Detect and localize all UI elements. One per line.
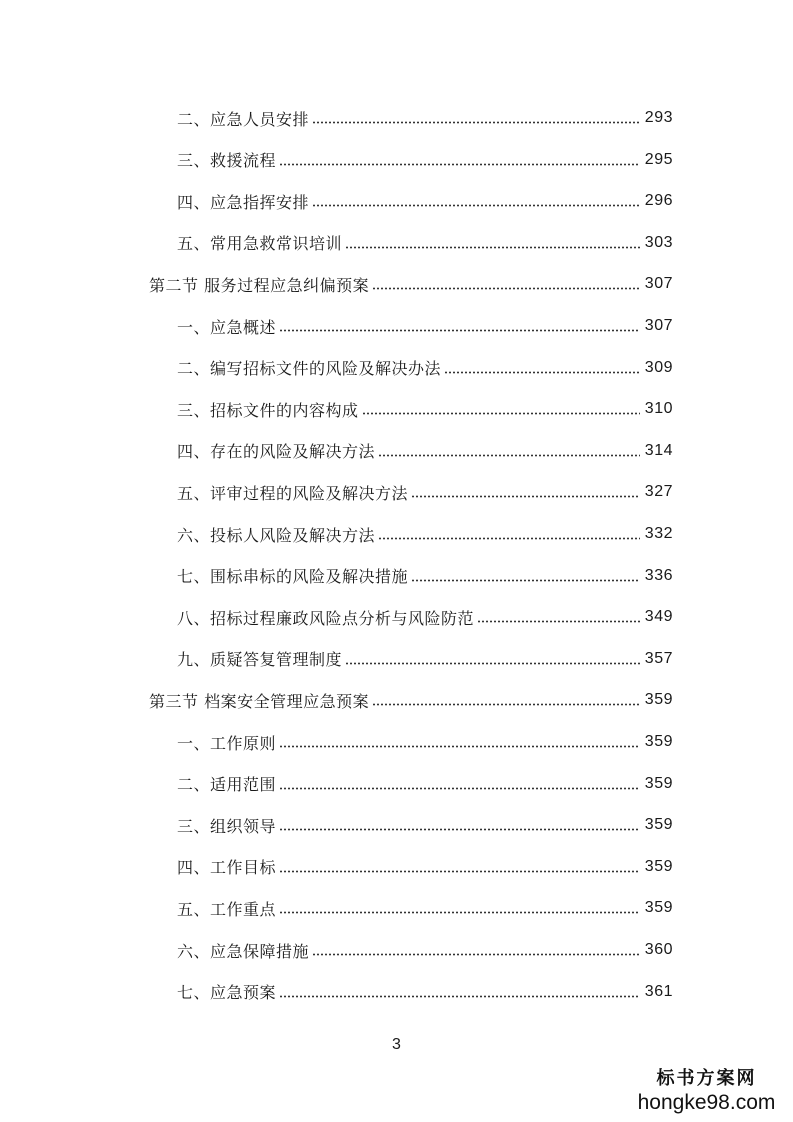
watermark-url: hongke98.com <box>637 1091 776 1114</box>
toc-entry[interactable] <box>149 686 673 714</box>
toc-entry-title: 七、应急预案 <box>177 983 277 1003</box>
watermark-title: 标书方案网 <box>656 1068 757 1089</box>
toc-entry-title: 四、存在的风险及解决方法 <box>177 442 376 462</box>
toc-entry-title: 二、应急人员安排 <box>177 109 310 129</box>
toc-entry[interactable] <box>177 437 673 465</box>
toc-entry-page: 336 <box>644 566 673 584</box>
toc-entry-page: 359 <box>644 691 673 709</box>
toc-entry-page: 295 <box>644 150 673 168</box>
toc-entry-title: 四、工作目标 <box>177 858 277 878</box>
toc-entry-page: 296 <box>644 192 673 210</box>
toc-entry-title: 一、应急概述 <box>177 317 277 337</box>
toc-entry-title: 八、招标过程廉政风险点分析与风险防范 <box>177 608 475 628</box>
toc-entry[interactable] <box>177 229 673 257</box>
toc-dot-leader <box>279 787 640 790</box>
toc-entry[interactable] <box>177 478 673 506</box>
toc-entry-page: 332 <box>644 525 673 542</box>
toc-entry[interactable] <box>177 603 673 631</box>
toc-entry[interactable] <box>177 312 673 340</box>
toc-dot-leader <box>279 828 640 831</box>
toc-entry[interactable] <box>177 811 673 839</box>
toc-dot-leader <box>279 329 640 332</box>
toc-entry[interactable] <box>149 270 673 298</box>
toc-entry-page: 314 <box>644 441 673 459</box>
toc-entry[interactable] <box>177 395 673 423</box>
toc-entry[interactable] <box>177 562 673 590</box>
toc-entry-title: 三、救援流程 <box>177 151 277 171</box>
toc-dot-leader <box>345 662 640 665</box>
toc-entry-title: 三、招标文件的内容构成 <box>177 400 359 420</box>
toc-entry-title: 五、评审过程的风险及解决方法 <box>177 483 409 503</box>
toc-entry-title: 九、质疑答复管理制度 <box>177 650 343 670</box>
toc-dot-leader <box>372 703 640 706</box>
toc-dot-leader <box>378 454 640 457</box>
toc-entry-title: 三、组织领导 <box>177 816 277 836</box>
toc-entry-title: 五、常用急救常识培训 <box>177 234 343 254</box>
toc-entry[interactable] <box>177 104 673 132</box>
toc-entry[interactable] <box>177 187 673 215</box>
toc-dot-leader <box>362 412 640 415</box>
toc-entry-page: 359 <box>644 857 673 875</box>
toc-entry-page: 307 <box>644 275 673 293</box>
toc-entry-page: 360 <box>644 941 673 958</box>
toc-entry-title: 六、投标人风险及解决方法 <box>177 525 376 545</box>
toc-entry-title: 二、适用范围 <box>177 775 277 795</box>
toc-entry-page: 357 <box>644 649 673 667</box>
toc-entry[interactable] <box>177 853 673 881</box>
toc-dot-leader <box>372 287 640 290</box>
toc-dot-leader <box>411 495 640 498</box>
toc-dot-leader <box>279 745 640 748</box>
toc-entry-title: 七、围标串标的风险及解决措施 <box>177 567 409 587</box>
toc-dot-leader <box>279 870 640 873</box>
toc-dot-leader <box>477 620 640 623</box>
toc-dot-leader <box>345 246 640 249</box>
toc-entry[interactable] <box>177 770 673 798</box>
toc-entry-page: 293 <box>644 109 673 126</box>
toc-dot-leader <box>444 371 640 374</box>
toc-entry-page: 359 <box>644 899 673 917</box>
toc-entry-page: 359 <box>644 816 673 834</box>
toc-dot-leader <box>411 579 640 582</box>
toc-entry[interactable] <box>177 978 673 1006</box>
toc-entry-page: 303 <box>644 233 673 251</box>
toc-dot-leader <box>279 911 640 914</box>
toc-entry-title: 四、应急指挥安排 <box>177 192 310 212</box>
toc-dot-leader <box>378 537 640 540</box>
toc-entry[interactable] <box>177 520 673 548</box>
toc-entry[interactable] <box>177 645 673 673</box>
toc-entry-page: 359 <box>644 733 673 750</box>
toc-entry[interactable] <box>177 936 673 964</box>
toc-dot-leader <box>312 204 640 207</box>
toc-entry[interactable] <box>177 146 673 174</box>
toc-entry-page: 361 <box>644 982 673 1000</box>
toc-entry-page: 310 <box>644 400 673 418</box>
toc-entry-title: 六、应急保障措施 <box>177 941 310 961</box>
toc-entry-page: 307 <box>644 317 673 334</box>
toc-entry-title: 二、编写招标文件的风险及解决办法 <box>177 359 442 379</box>
watermark-logo <box>634 1068 779 1116</box>
toc-entry-page: 309 <box>644 358 673 376</box>
toc-entry-title: 第二节 服务过程应急纠偏预案 <box>149 275 370 295</box>
page-number: 3 <box>392 1036 401 1053</box>
toc-dot-leader <box>279 995 640 998</box>
toc-entry-page: 349 <box>644 608 673 626</box>
toc-entry[interactable] <box>177 728 673 756</box>
toc-dot-leader <box>312 121 640 124</box>
toc-entry-page: 327 <box>644 483 673 501</box>
toc-entry[interactable] <box>177 354 673 382</box>
toc-entry-page: 359 <box>644 774 673 792</box>
toc-entry-title: 第三节 档案安全管理应急预案 <box>149 691 370 711</box>
toc-dot-leader <box>312 953 640 956</box>
toc-entry-title: 五、工作重点 <box>177 899 277 919</box>
toc-entry-title: 一、工作原则 <box>177 733 277 753</box>
toc-dot-leader <box>279 163 640 166</box>
toc-entry[interactable] <box>177 894 673 922</box>
